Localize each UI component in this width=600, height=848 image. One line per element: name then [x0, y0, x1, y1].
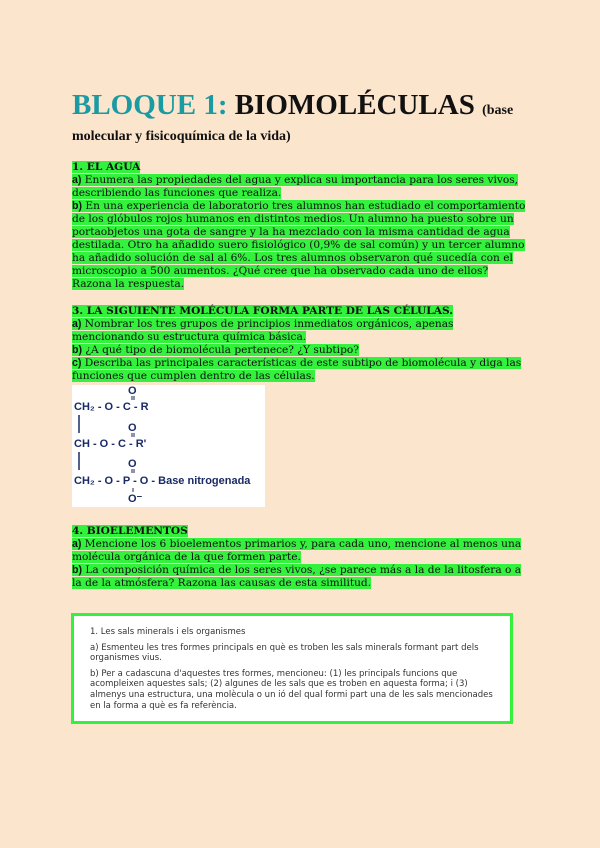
box-title: 1. Les sals minerals i els organismes [90, 627, 246, 637]
document-page [72, 88, 528, 590]
section-heading: 1. EL AGUA [72, 161, 141, 173]
question-text: Enumera las propiedades del agua y explica su importancia para los seres vivos, describiendo las funciones que realiza. [72, 174, 519, 199]
question-text: ¿A qué tipo de biomolécula pertenece? ¿Y subtipo? [85, 344, 359, 356]
item-label: a) [72, 174, 82, 186]
section-bioelements [72, 525, 528, 590]
item-label: a) [72, 318, 82, 330]
page-title [72, 88, 528, 128]
question-text: Nombrar los tres grupos de principios inmediatos orgánicos, apenas mencionando su estructura química básica. [72, 318, 454, 343]
section-heading: 3. LA SIGUIENTE MOLÉCULA FORMA PARTE DE LAS CÉLULAS. [72, 305, 453, 317]
item-label: b) [72, 564, 82, 576]
phospholipid-formula [72, 385, 265, 507]
formula-row-1: CH₂ - O - C - R [74, 401, 149, 413]
question-text: Mencione los 6 bioelementos primarios y, para cada uno, mencione al menos una molécula orgánica de la que formen parte. [72, 538, 522, 563]
question-text: Describa las principales características de este subtipo de biomolécula y diga las funciones que cumplen dentro de las células. [72, 357, 522, 382]
section-water [72, 161, 528, 291]
oxygen-label: O [128, 385, 137, 397]
oxygen-label: O [128, 422, 137, 434]
block-name: BIOMOLÉCULAS [234, 89, 475, 121]
section-molecule [72, 305, 528, 383]
item-label: c) [72, 357, 82, 369]
oxygen-anion-label: O⁻ [128, 493, 143, 505]
section-heading: 4. BIOELEMENTOS [72, 525, 188, 537]
item-label: b) [72, 200, 82, 212]
question-text: La composición química de los seres vivos, ¿se parece más a la de la litosfera o a la de la atmósfera? Razona las causas de esta similitud. [72, 564, 522, 589]
box-question-a: a) Esmenteu les tres formes principals en què es troben les sals minerals formant part dels organismes vius. [90, 642, 479, 664]
subtitle-start: (base [482, 103, 514, 118]
formula-row-3: CH₂ - O - P - O - Base nitrogenada [74, 475, 251, 487]
item-label: a) [72, 538, 82, 550]
block-number: BLOQUE 1: [72, 89, 228, 121]
question-text: En una experiencia de laboratorio tres alumnos han estudiado el comportamiento de los glóbulos rojos humanos en distintos medios. Un alumno ha puesto sobre un portaobjetos una gota de sangre y la ha mezclado con la misma cantidad de agua destilada. Otro ha añadido suero fisiológico (0,9% de sal común) y un tercer alumno ha añadido solución de sal al 6%. Los tres alumnos observaron qué sucedía con el microscopio a 500 aumentos. ¿Qué cree que ha observado cada uno de ellos? Razona la respuesta. [72, 200, 526, 290]
formula-row-2: CH - O - C - R' [74, 438, 147, 450]
catalan-question-box [71, 613, 513, 724]
oxygen-label: O [128, 458, 137, 470]
box-question-b: b) Per a cadascuna d'aquestes tres formes, mencioneu: (1) les principals funcions que acompleixen aquestes sals; (2) algunes de les sals que es troben en aquesta forma; i (3) almenys una estructura, una molècula o un ió del qual formi part una de les sals mencionades en la forma a què es fa referència. [90, 668, 493, 711]
page-subtitle: molecular y fisicoquímica de la vida) [72, 129, 291, 144]
item-label: b) [72, 344, 82, 356]
